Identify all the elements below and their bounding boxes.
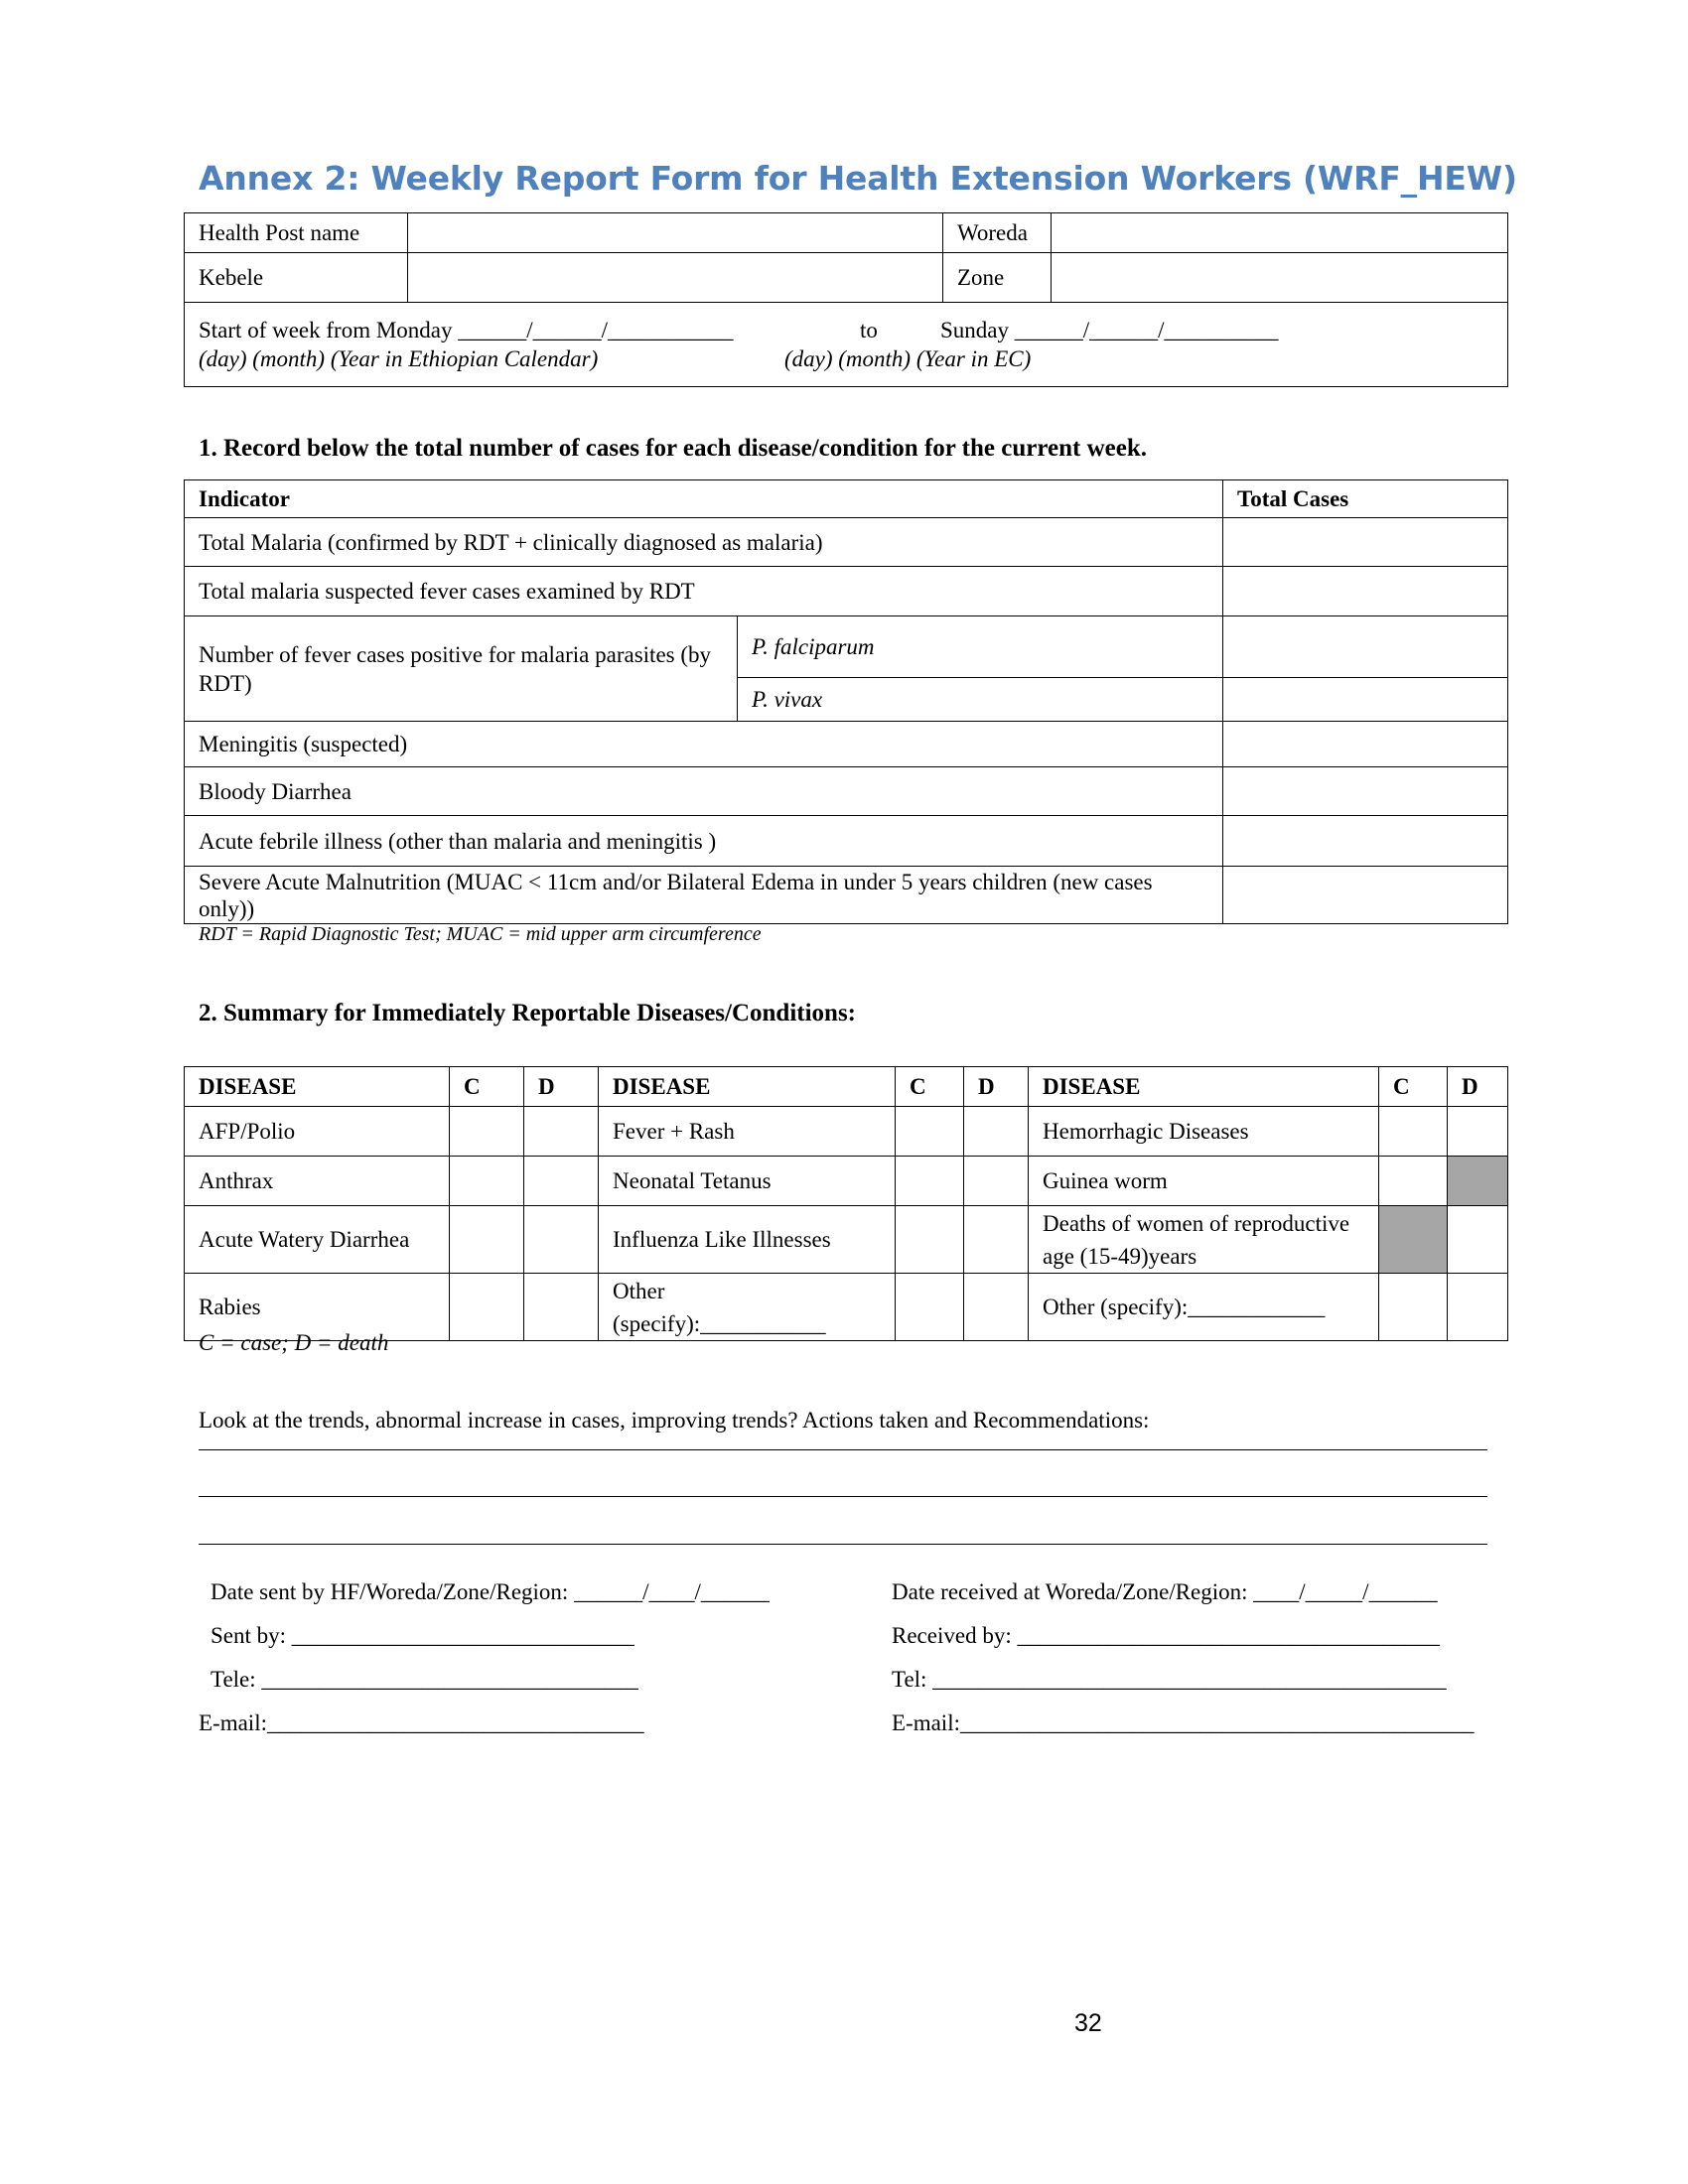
disease-cell: Other (specify):___________	[599, 1274, 896, 1341]
section1-heading: 1. Record below the total number of cases for each disease/condition for the current week.	[199, 435, 1147, 462]
death-field[interactable]	[524, 1206, 599, 1274]
indicator-table	[184, 479, 1508, 924]
week-end-line[interactable]: Sunday ______/______/__________	[940, 318, 1279, 342]
kebele-field[interactable]	[408, 253, 943, 303]
section2-heading: 2. Summary for Immediately Reportable Diseases/Conditions:	[199, 1000, 856, 1026]
trends-question: Look at the trends, abnormal increase in cases, improving trends? Actions taken and Recommendations:	[199, 1408, 1150, 1433]
week-start-line[interactable]: Start of week from Monday ______/______/___________	[199, 318, 734, 342]
col-disease: DISEASE	[599, 1067, 896, 1107]
col-d: D	[524, 1067, 599, 1107]
death-field[interactable]	[524, 1157, 599, 1206]
case-field[interactable]	[450, 1206, 524, 1274]
indicator-row: Acute febrile illness (other than malaria and meningitis )	[185, 816, 1223, 867]
page-title: Annex 2: Weekly Report Form for Health Extension Workers (WRF_HEW)	[199, 159, 1517, 198]
total-cases-field[interactable]	[1223, 678, 1508, 722]
total-cases-field[interactable]	[1223, 518, 1508, 567]
species-vivax: P. vivax	[738, 678, 1223, 722]
email-left-field[interactable]: E-mail:_________________________________	[199, 1710, 644, 1735]
header-table	[184, 212, 1508, 303]
total-cases-field[interactable]	[1223, 867, 1508, 924]
death-field[interactable]	[964, 1157, 1029, 1206]
death-field[interactable]	[964, 1107, 1029, 1157]
tel-field[interactable]: Tel: _____________________________________________	[892, 1667, 1447, 1692]
disease-cell: Deaths of women of reproductive age (15-49)years	[1029, 1206, 1379, 1274]
date-received-field[interactable]: Date received at Woreda/Zone/Region: ____/_____/______	[892, 1579, 1438, 1604]
tele-field[interactable]: Tele: _________________________________	[211, 1667, 638, 1692]
sent-by-field[interactable]: Sent by: ______________________________	[211, 1623, 634, 1648]
health-post-label: Health Post name	[185, 213, 408, 253]
death-field[interactable]	[964, 1206, 1029, 1274]
col-disease: DISEASE	[1029, 1067, 1379, 1107]
zone-field[interactable]	[1052, 253, 1508, 303]
to-label: to	[860, 318, 878, 342]
disease-cell: Anthrax	[185, 1157, 450, 1206]
col-c: C	[1379, 1067, 1448, 1107]
indicator-row: Total Malaria (confirmed by RDT + clinically diagnosed as malaria)	[185, 518, 1223, 567]
total-cases-field[interactable]	[1223, 816, 1508, 867]
total-cases-field[interactable]	[1223, 767, 1508, 816]
case-field[interactable]	[896, 1274, 964, 1341]
section1-footnote: RDT = Rapid Diagnostic Test; MUAC = mid upper arm circumference	[199, 923, 762, 945]
death-field[interactable]	[524, 1107, 599, 1157]
shaded-cell	[1379, 1206, 1448, 1274]
case-field[interactable]	[1379, 1274, 1448, 1341]
indicator-row: Bloody Diarrhea	[185, 767, 1223, 816]
disease-cell: Fever + Rash	[599, 1107, 896, 1157]
death-field[interactable]	[1448, 1206, 1508, 1274]
disease-cell: AFP/Polio	[185, 1107, 450, 1157]
week-box	[184, 302, 1508, 387]
woreda-label: Woreda	[943, 213, 1052, 253]
case-field[interactable]	[450, 1107, 524, 1157]
disease-cell: Rabies	[185, 1274, 450, 1341]
kebele-label: Kebele	[185, 253, 408, 303]
shaded-cell	[1448, 1157, 1508, 1206]
disease-cell: Hemorrhagic Diseases	[1029, 1107, 1379, 1157]
email-right-field[interactable]: E-mail:_____________________________________________	[892, 1710, 1475, 1735]
indicator-row: Meningitis (suspected)	[185, 722, 1223, 767]
zone-label: Zone	[943, 253, 1052, 303]
disease-cell: Guinea worm	[1029, 1157, 1379, 1206]
woreda-field[interactable]	[1052, 213, 1508, 253]
case-field[interactable]	[1379, 1107, 1448, 1157]
indicator-row: Severe Acute Malnutrition (MUAC < 11cm and/or Bilateral Edema in under 5 years children (new cases only))	[185, 867, 1223, 924]
col-c: C	[896, 1067, 964, 1107]
answer-line[interactable]	[199, 1544, 1487, 1545]
disease-cell: Influenza Like Illnesses	[599, 1206, 896, 1274]
disease-cell: Acute Watery Diarrhea	[185, 1206, 450, 1274]
reportable-table	[184, 1066, 1508, 1341]
case-field[interactable]	[896, 1206, 964, 1274]
col-total-cases: Total Cases	[1223, 480, 1508, 518]
date-sent-field[interactable]: Date sent by HF/Woreda/Zone/Region: ______/____/______	[211, 1579, 770, 1604]
case-field[interactable]	[896, 1157, 964, 1206]
total-cases-field[interactable]	[1223, 722, 1508, 767]
death-field[interactable]	[964, 1274, 1029, 1341]
death-field[interactable]	[1448, 1107, 1508, 1157]
health-post-field[interactable]	[408, 213, 943, 253]
page-number: 32	[1074, 2009, 1102, 2037]
case-field[interactable]	[1379, 1157, 1448, 1206]
received-by-field[interactable]: Received by: _____________________________________	[892, 1623, 1440, 1648]
indicator-row: Number of fever cases positive for malaria parasites (by RDT)	[185, 616, 738, 722]
section2-footnote: C = case; D = death	[199, 1330, 389, 1355]
col-d: D	[1448, 1067, 1508, 1107]
species-falciparum: P. falciparum	[738, 616, 1223, 678]
col-c: C	[450, 1067, 524, 1107]
total-cases-field[interactable]	[1223, 567, 1508, 616]
case-field[interactable]	[896, 1107, 964, 1157]
col-indicator: Indicator	[185, 480, 1223, 518]
answer-line[interactable]	[199, 1496, 1487, 1497]
disease-cell: Neonatal Tetanus	[599, 1157, 896, 1206]
col-d: D	[964, 1067, 1029, 1107]
death-field[interactable]	[1448, 1274, 1508, 1341]
total-cases-field[interactable]	[1223, 616, 1508, 678]
week-start-sub: (day) (month) (Year in Ethiopian Calendar)	[199, 346, 599, 371]
col-disease: DISEASE	[185, 1067, 450, 1107]
case-field[interactable]	[450, 1157, 524, 1206]
answer-line[interactable]	[199, 1449, 1487, 1450]
week-end-sub: (day) (month) (Year in EC)	[784, 346, 1032, 371]
death-field[interactable]	[524, 1274, 599, 1341]
disease-cell: Other (specify):____________	[1029, 1274, 1379, 1341]
indicator-row: Total malaria suspected fever cases examined by RDT	[185, 567, 1223, 616]
case-field[interactable]	[450, 1274, 524, 1341]
